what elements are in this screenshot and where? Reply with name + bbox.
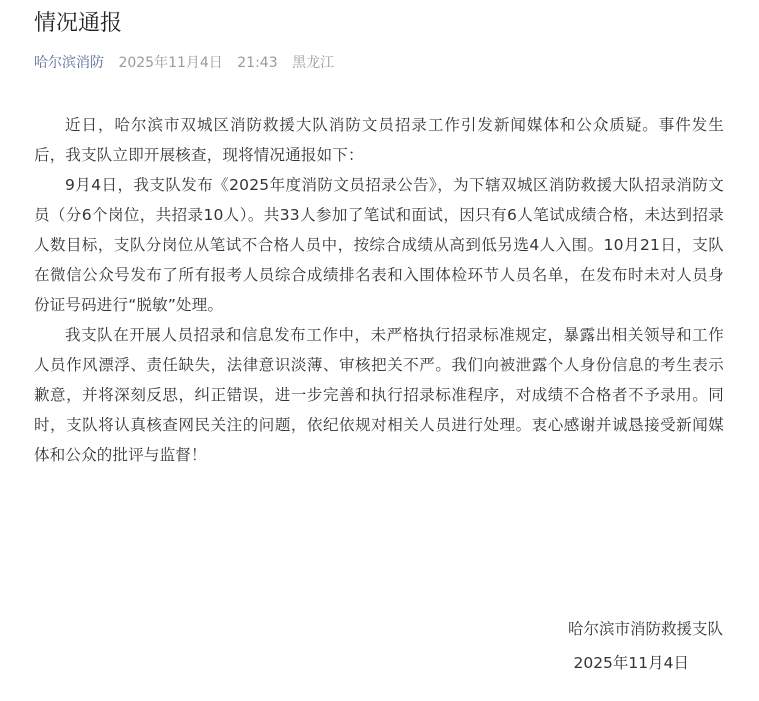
paragraph-intro: 近日，哈尔滨市双城区消防救援大队消防文员招录工作引发新闻媒体和公众质疑。事件发生后，我支队立即开展核查，现将情况通报如下： <box>34 116 724 164</box>
publish-date: 2025年11月4日 <box>118 55 223 71</box>
signature-organization: 哈尔滨市消防救援支队 <box>567 620 723 638</box>
account-name-link[interactable]: 哈尔滨消防 <box>34 55 104 71</box>
page-title: 情况通报 <box>34 11 123 36</box>
article-body <box>34 110 724 470</box>
paragraph-response: 我支队在开展人员招录和信息发布工作中，未严格执行招录标准规定，暴露出相关领导和工作人员作风漂浮、责任缺失，法律意识淡薄、审核把关不严。我们向被泄露个人身份信息的考生表示歉意，并将深刻反思，纠正错误，进一步完善和执行招录标准程序，对成绩不合格者不予录用。同时，支队将认真核查网民关注的问题，依纪依规对相关人员进行处理。衷心感谢并诚恳接受新闻媒体和公众的批评与监督！ <box>34 326 724 464</box>
publish-time: 21:43 <box>237 55 278 71</box>
article-meta <box>34 52 334 74</box>
publish-location: 黑龙江 <box>292 55 335 71</box>
paragraph-details: 9月4日，我支队发布《2025年度消防文员招录公告》，为下辖双城区消防救援大队招录消防文员（分6个岗位，共招录10人）。共33人参加了笔试和面试，因只有6人笔试成绩合格，未达到招录人数目标，支队分岗位从笔试不合格人员中，按综合成绩从高到低另选4人入围。10月21日，支队在微信公众号发布了所有报考人员综合成绩排名表和入围体检环节人员名单，在发布时未对人员身份证号码进行“脱敏”处理。 <box>34 176 724 314</box>
signature-date: 2025年11月4日 <box>573 654 689 672</box>
